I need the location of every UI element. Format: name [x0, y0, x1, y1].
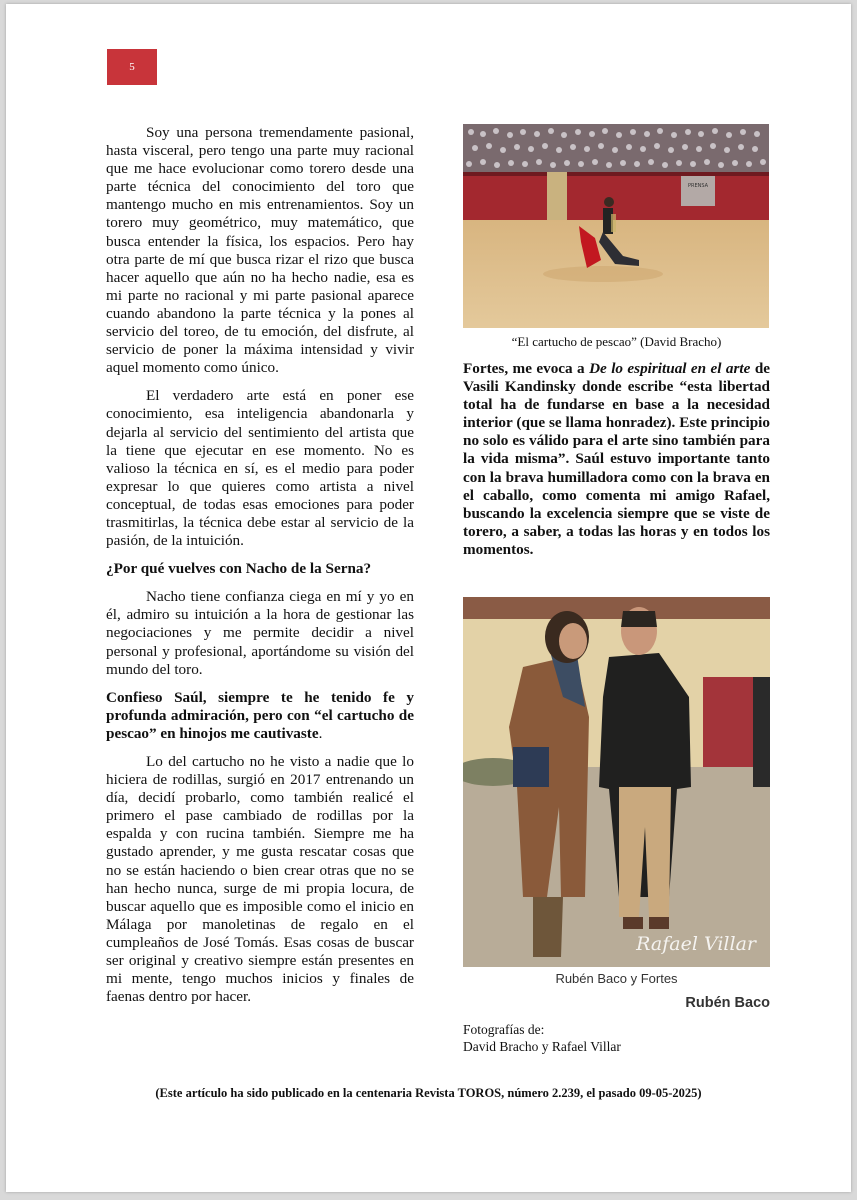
interviewer-statement-text: Confieso Saúl, siempre te he tenido fe y profunda admiración, pero con “el cartucho de pescao” en hinojos me cautivaste: [106, 688, 414, 742]
portrait-photo: [463, 597, 770, 967]
interviewer-statement-end: .: [318, 724, 323, 742]
right-column: [463, 124, 770, 559]
question-heading: ¿Por qué vuelves con Nacho de la Serna?: [106, 560, 372, 578]
paragraph-4: Lo del cartucho no he visto a nadie que lo hiciera de rodillas, surgió en 2017 entrenando un día, decidí probarlo, como también realicé el primero el pase cambiado de rodillas por la espalda y con rucina también. Siempre me ha gustado aprender, y me gusta rescatar cosas que no se están haciendo o bien crear otras que no se han hecho nunca, surge de mi propia locura, de buscar aquello que es imposible como el inicio en Málaga por manoletinas de regalo en el cumpleaños de José Tomás. Esas cosas de buscar ser original y creativo siempre están presentes en mi mente, tengo muchos inicios y finales de faenas dentro por hacer.: [106, 753, 414, 1006]
photo-watermark: Rafael Villar: [636, 933, 756, 955]
bullfight-photo: [463, 124, 769, 328]
photo-caption-1: “El cartucho de pescao” (David Bracho): [511, 334, 722, 349]
photos-credit: [463, 1021, 770, 1055]
bold-paragraph-rest: de Vasili Kandinsky donde escribe “esta libertad total ha de fundarse en base a la necesidad interior (que se llama honradez). Este principio no solo es válido para el arte sino también para la vida misma”. Saúl estuvo importante tanto con la brava humilladora como con la brava en el caballo, como comenta mi amigo Rafael, buscando la excelencia siempre que se viste de torero, a saber, a todas las horas y en todos los momentos.: [463, 360, 770, 558]
page: [6, 4, 851, 1192]
photo-caption-2: Rubén Baco y Fortes: [555, 971, 678, 986]
paragraph-3: Nacho tiene confianza ciega en mí y yo en él, admiro su intuición a la hora de gestionar las negociaciones y me permite decidir a nivel personal y profesional, aportándome su visión del mundo del toro.: [106, 588, 414, 678]
article-author: Rubén Baco: [685, 995, 770, 1011]
left-column: [106, 124, 414, 1016]
photos-credit-names: David Bracho y Rafael Villar: [463, 1039, 621, 1054]
book-title: De lo espiritual en el arte: [589, 360, 751, 377]
publication-footer: (Este artículo ha sido publicado en la centenaria Revista TOROS, número 2.239, el pasado 09-05-2025): [155, 1086, 702, 1100]
bold-paragraph-start: Fortes, me evoca a: [463, 360, 590, 377]
photos-credit-label: Fotografías de:: [463, 1022, 545, 1037]
paragraph-2: El verdadero arte está en poner ese conocimiento, esa inteligencia abandonarla y dejarla al servicio del sentimiento del artista que la tiene que ejecutar en ese momento. No es valioso la técnica en sí, es el medio para poder expresar lo que quieres como artista a nivel conceptual, de todas esas emociones para poder trasmitirlas, la técnica debe estar al servicio de la pasión, de la intuición.: [106, 387, 414, 550]
paragraph-1: Soy una persona tremendamente pasional, hasta visceral, pero tengo una parte muy racional que me hace evolucionar como torero desde una parte técnica del conocimiento del toro que mantengo mucho en mis entrenamientos. Soy un torero muy geométrico, muy matemático, que busca entender la física, los espacios. Pero hay otra parte de mí que busca rizar el rizo que busca hacer aquello que aún no ha hecho nadie, esa es mi parte no racional y mi parte pasional aparece cuando abandono la parte técnica y la pones al servicio del toreo, de tu emoción, del disfrute, al servicio de poner la máxima intensidad y vivir aquel momento como único.: [106, 124, 414, 377]
bold-paragraph: [463, 360, 770, 559]
page-number-badge: 5: [107, 49, 157, 85]
interviewer-statement: [106, 689, 414, 743]
banner-label: PRENSA: [687, 183, 709, 189]
